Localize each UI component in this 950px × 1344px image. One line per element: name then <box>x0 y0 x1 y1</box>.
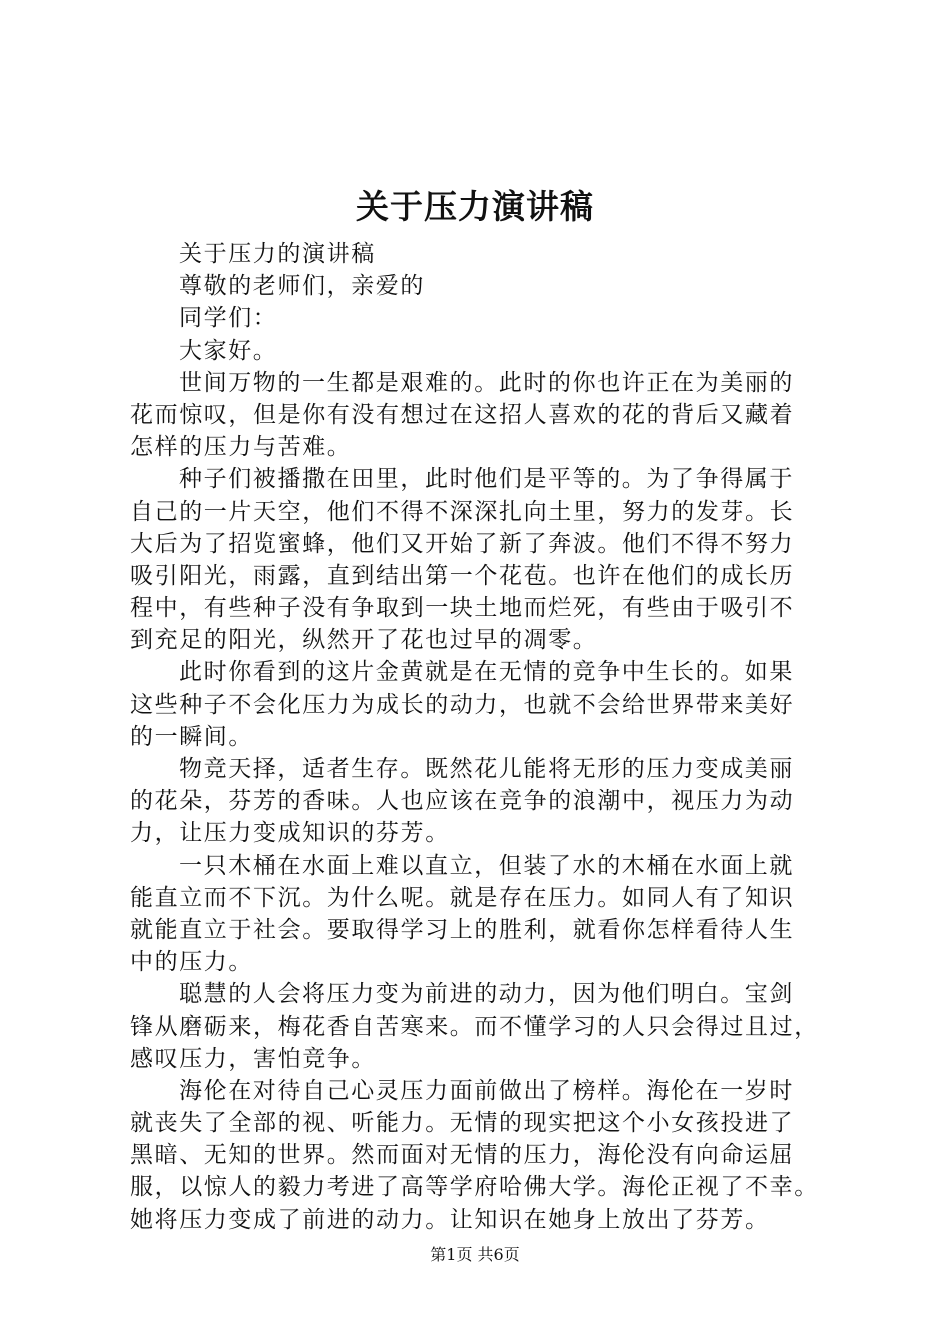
text-line: 同学们： <box>179 305 278 332</box>
text-line: 到充足的阳光，纵然开了花也过早的凋零。 <box>130 627 598 654</box>
document-title: 关于压力演讲稿 <box>356 187 594 226</box>
text-line: 服，以惊人的毅力考进了高等学府哈佛大学。海伦正视了不幸。 <box>130 1174 819 1201</box>
text-line: 这些种子不会化压力为成长的动力，也就不会给世界带来美好 <box>130 691 795 718</box>
text-line: 自己的一片天空，他们不得不深深扎向土里，努力的发芽。长 <box>130 498 795 525</box>
text-line: 关于压力的演讲稿 <box>179 241 376 267</box>
text-line: 大家好。 <box>179 337 278 364</box>
text-line: 吸引阳光，雨露，直到结出第一个花苞。也许在他们的成长历 <box>130 562 795 589</box>
text-line: 物竞天择，适者生存。既然花儿能将无形的压力变成美丽 <box>179 756 794 782</box>
text-line: 力，让压力变成知识的芬芳。 <box>130 820 450 847</box>
document-body <box>130 238 830 1236</box>
text-line: 黑暗、无知的世界。然而面对无情的压力，海伦没有向命运屈 <box>130 1142 795 1169</box>
text-line: 能直立而不下沉。为什么呢。就是存在压力。如同人有了知识 <box>130 884 795 911</box>
text-line: 锋从磨砺来，梅花香自苦寒来。而不懂学习的人只会得过且过， <box>130 1013 819 1040</box>
text-line: 大后为了招览蜜蜂，他们又开始了新了奔波。他们不得不努力 <box>130 530 795 557</box>
text-line: 花而惊叹，但是你有没有想过在这招人喜欢的花的背后又藏着 <box>130 401 795 428</box>
text-line: 程中，有些种子没有争取到一块土地而烂死，有些由于吸引不 <box>130 595 795 622</box>
page-footer: 第1页 共6页 <box>430 1245 520 1264</box>
text-line: 海伦在对待自己心灵压力面前做出了榜样。海伦在一岁时 <box>179 1077 794 1104</box>
text-line: 此时你看到的这片金黄就是在无情的竞争中生长的。如果 <box>179 659 794 686</box>
text-line: 的花朵，芬芳的香味。人也应该在竞争的浪潮中，视压力为动 <box>130 788 795 815</box>
text-line: 就能直立于社会。要取得学习上的胜利，就看你怎样看待人生 <box>130 916 795 943</box>
text-line: 世间万物的一生都是艰难的。此时的你也许正在为美丽的 <box>179 369 794 396</box>
text-line: 种子们被播撒在田里，此时他们是平等的。为了争得属于 <box>179 466 794 493</box>
text-line: 中的压力。 <box>130 949 253 976</box>
text-line: 尊敬的老师们，亲爱的 <box>179 273 425 300</box>
text-line: 怎样的压力与苦难。 <box>130 434 352 461</box>
text-line: 一只木桶在水面上难以直立，但装了水的木桶在水面上就 <box>179 852 794 879</box>
text-line: 就丧失了全部的视、听能力。无情的现实把这个小女孩投进了 <box>130 1110 795 1137</box>
text-line: 她将压力变成了前进的动力。让知识在她身上放出了芬芳。 <box>130 1206 770 1233</box>
text-line: 聪慧的人会将压力变为前进的动力，因为他们明白。宝剑 <box>179 981 794 1008</box>
text-line: 的一瞬间。 <box>130 723 253 750</box>
text-line: 感叹压力，害怕竞争。 <box>130 1045 376 1072</box>
